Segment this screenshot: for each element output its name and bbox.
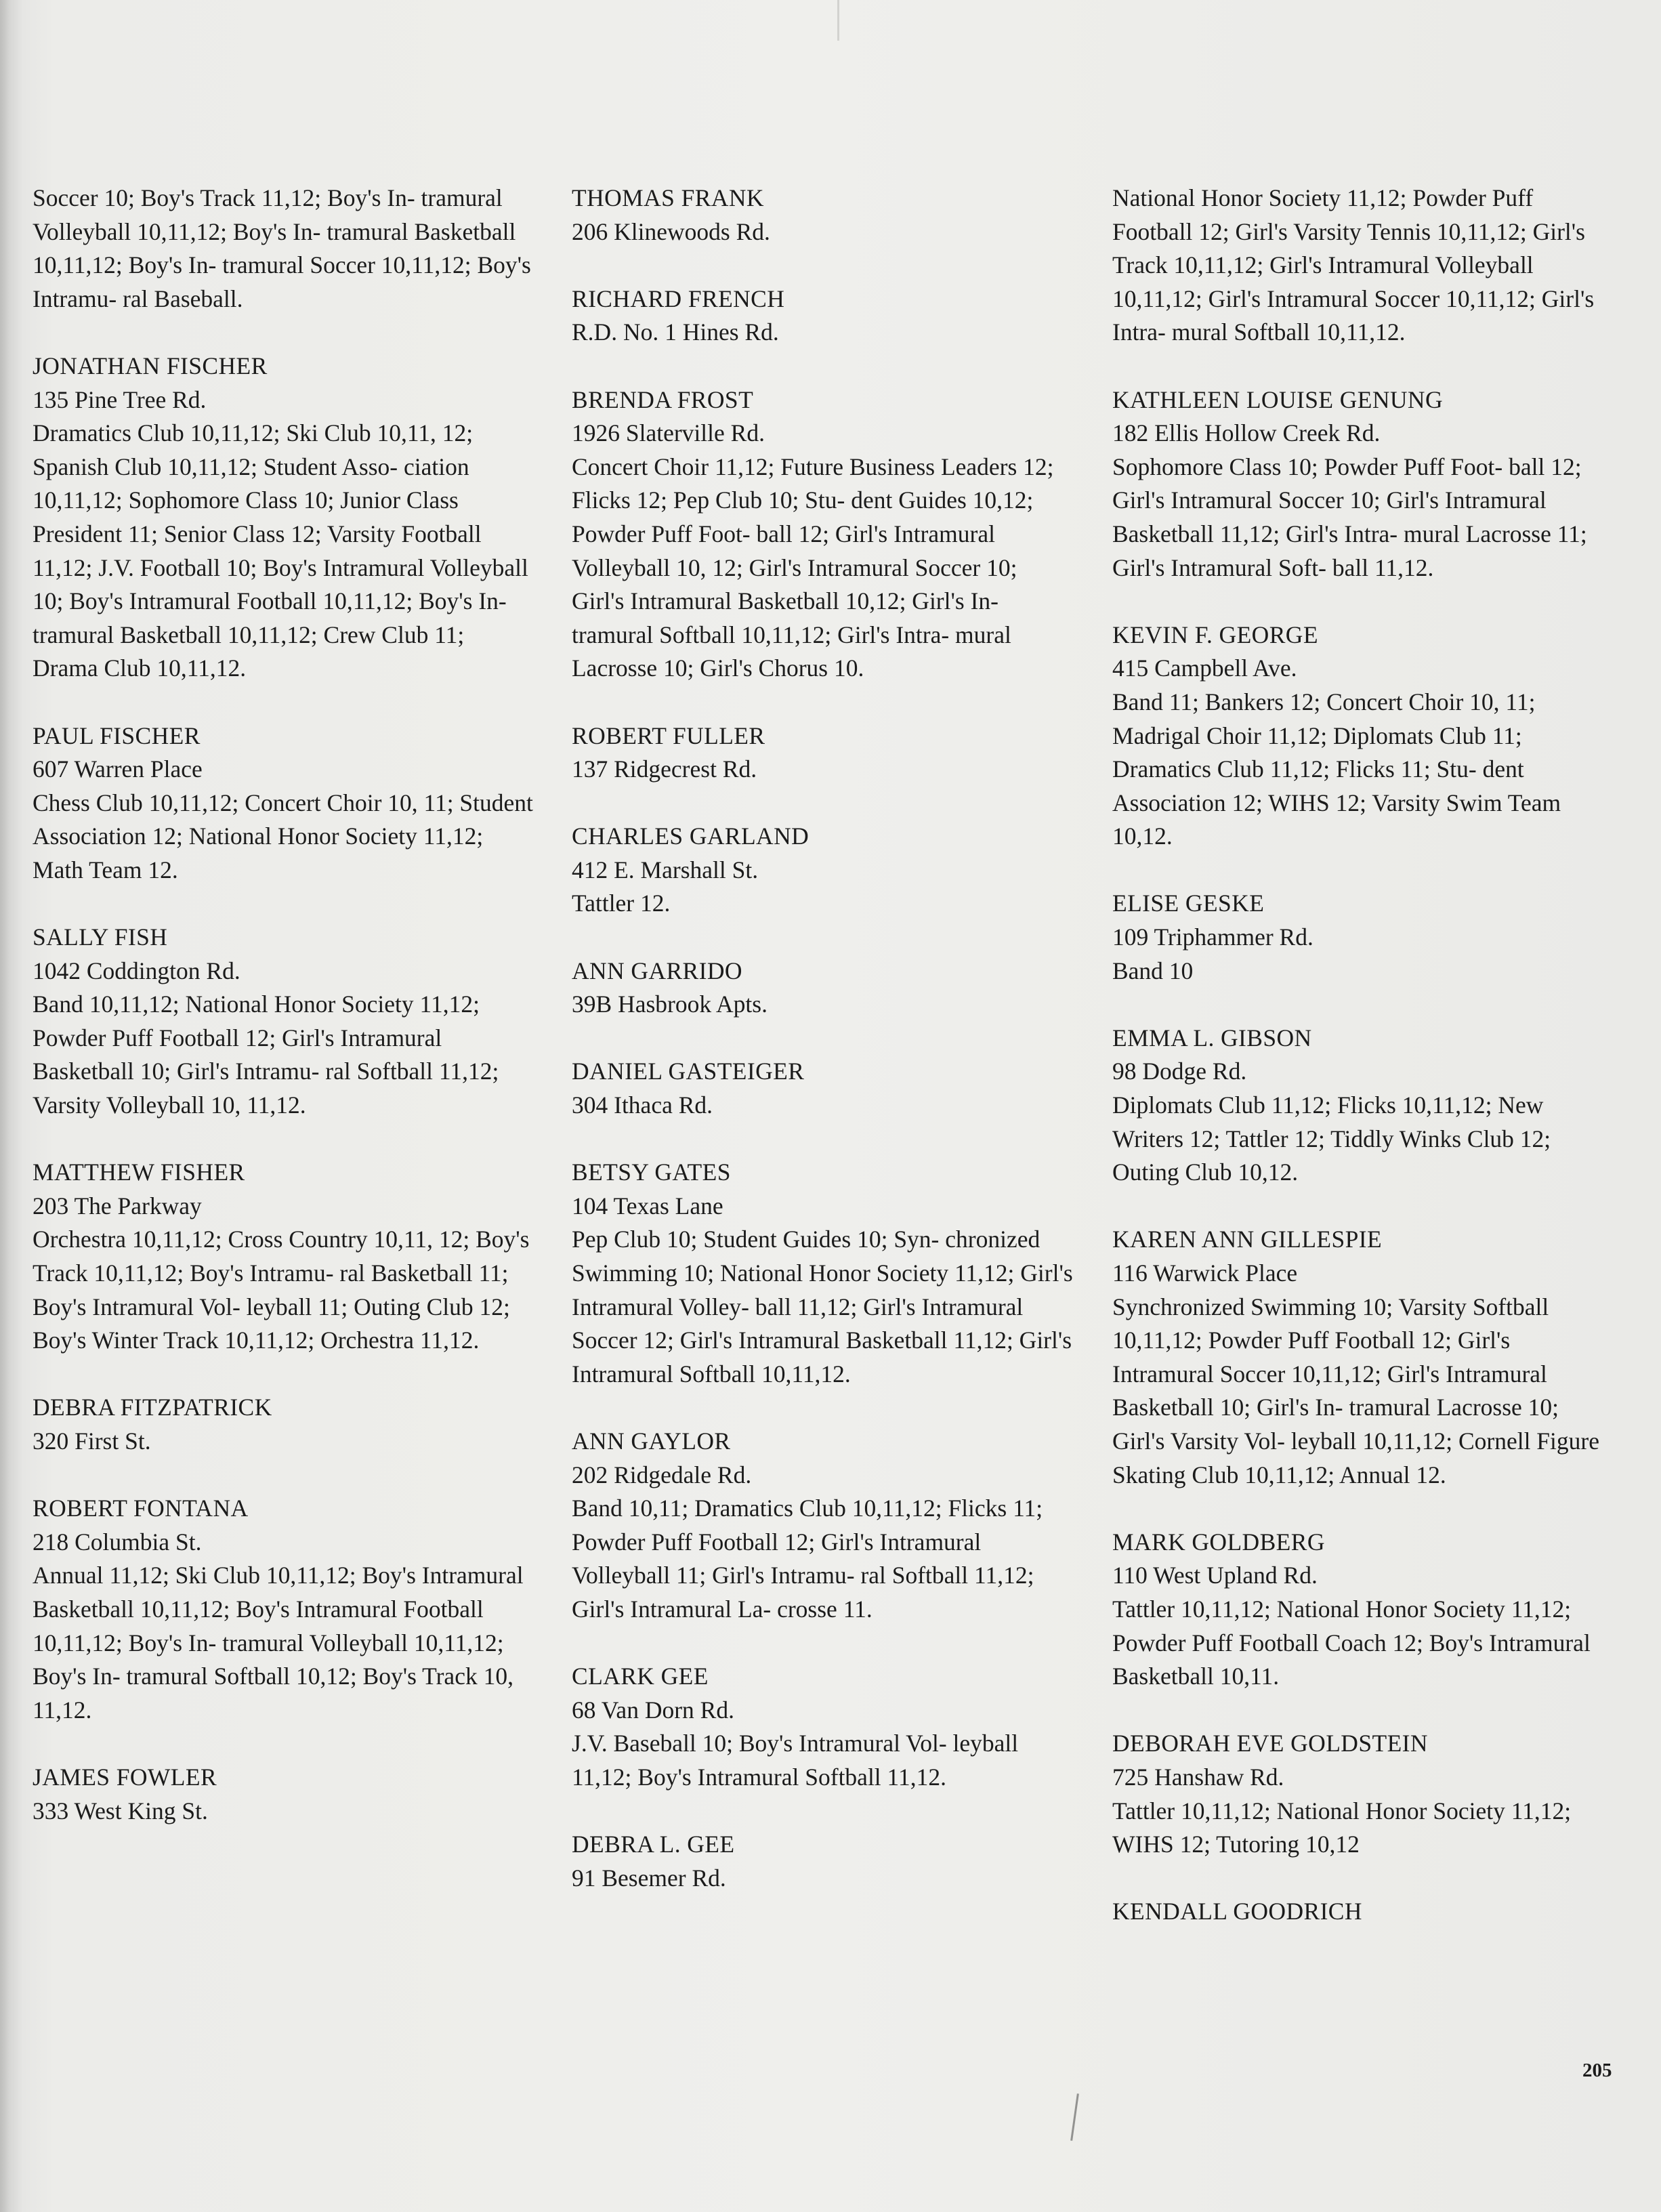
student-entry xyxy=(572,1156,1073,1391)
student-address: R.D. No. 1 Hines Rd. xyxy=(572,318,779,346)
student-name: RICHARD FRENCH xyxy=(572,285,785,312)
student-name: BRENDA FROST xyxy=(572,385,754,413)
student-entry xyxy=(33,350,534,686)
student-address: 203 The Parkway xyxy=(33,1192,202,1219)
student-address: 218 Columbia St. xyxy=(33,1528,202,1556)
student-activities: Tattler 10,11,12; National Honor Society 11,12; Powder Puff Football Coach 12; Boy's Intramural Basketball 10,11. xyxy=(1112,1595,1591,1690)
student-address: 206 Klinewoods Rd. xyxy=(572,217,770,245)
student-activities: Tattler 12. xyxy=(572,890,671,917)
student-name: ANN GARRIDO xyxy=(572,957,742,984)
student-entry xyxy=(572,383,1073,686)
student-name: CHARLES GARLAND xyxy=(572,822,810,850)
student-name: ROBERT FULLER xyxy=(572,722,765,749)
student-entry xyxy=(1112,887,1614,988)
student-address: 1926 Slaterville Rd. xyxy=(572,419,765,447)
student-name: BETSY GATES xyxy=(572,1159,731,1186)
page-number: 205 xyxy=(1582,2060,1612,2081)
student-address: 304 Ithaca Rd. xyxy=(572,1091,713,1119)
student-entry xyxy=(1112,1223,1614,1492)
student-entry xyxy=(572,1828,1073,1895)
student-activities: Band 10,11,12; National Honor Society 11,12; Powder Puff Football 12; Girl's Intramural Basketball 10; Girl's Intramu- ral Softball 11,12; Varsity Volleyball 10, 11,12. xyxy=(33,990,499,1119)
student-address: 412 E. Marshall St. xyxy=(572,856,759,883)
student-name: DEBORAH EVE GOLDSTEIN xyxy=(1112,1730,1428,1757)
student-entry xyxy=(572,1425,1073,1627)
student-name: KEVIN F. GEORGE xyxy=(1112,621,1318,648)
student-entry xyxy=(572,182,1073,249)
student-address: 116 Warwick Place xyxy=(1112,1259,1298,1287)
student-activities: Soccer 10; Boy's Track 11,12; Boy's In- tramural Volleyball 10,11,12; Boy's In- tramural Basketball 10,11,12; Boy's In- tramural Soccer 10,11,12; Boy's Intramu- ral Baseball. xyxy=(33,184,531,312)
student-name: KENDALL GOODRICH xyxy=(1112,1898,1362,1925)
student-entry xyxy=(33,1492,534,1727)
student-address: 109 Triphammer Rd. xyxy=(1112,923,1313,951)
student-name: CLARK GEE xyxy=(572,1663,709,1690)
student-address: 320 First St. xyxy=(33,1427,151,1455)
student-name: DEBRA L. GEE xyxy=(572,1831,735,1858)
student-address: 202 Ridgedale Rd. xyxy=(572,1461,752,1488)
student-activities: Tattler 10,11,12; National Honor Society 11,12; WIHS 12; Tutoring 10,12 xyxy=(1112,1797,1572,1858)
student-entry xyxy=(33,1156,534,1358)
student-activities: Band 10 xyxy=(1112,957,1194,984)
student-entry xyxy=(1112,1526,1614,1694)
student-entry xyxy=(572,719,1073,787)
student-entry xyxy=(572,1660,1073,1794)
student-activities: Annual 11,12; Ski Club 10,11,12; Boy's Intramural Basketball 10,11,12; Boy's Intramural Football 10,11,12; Boy's In- tramural Volleyball 10,11,12; Boy's In- tramural Softball 10,12; Boy's Track 10, 11,12. xyxy=(33,1562,524,1724)
student-activities: Diplomats Club 11,12; Flicks 10,11,12; New Writers 12; Tattler 12; Tiddly Winks Club 12; Outing Club 10,12. xyxy=(1112,1091,1551,1186)
student-activities: Band 11; Bankers 12; Concert Choir 10, 11; Madrigal Choir 11,12; Diplomats Club 11; Dramatics Club 11,12; Flicks 11; Stu- dent Association 12; WIHS 12; Varsity Swim Team 10,12. xyxy=(1112,688,1561,850)
student-entry xyxy=(33,921,534,1123)
student-entry xyxy=(33,182,534,316)
student-address: 98 Dodge Rd. xyxy=(1112,1058,1247,1085)
student-address: 91 Besemer Rd. xyxy=(572,1864,726,1892)
student-entry xyxy=(1112,383,1614,585)
student-name: KAREN ANN GILLESPIE xyxy=(1112,1226,1383,1253)
directory-column-2 xyxy=(572,182,1073,1929)
student-entry xyxy=(572,955,1073,1022)
student-entry xyxy=(1112,1895,1614,1929)
directory-column-1 xyxy=(33,182,534,1862)
student-address: 68 Van Dorn Rd. xyxy=(572,1696,734,1724)
student-name: PAUL FISCHER xyxy=(33,722,201,749)
student-name: KATHLEEN LOUISE GENUNG xyxy=(1112,385,1443,413)
student-name: EMMA L. GIBSON xyxy=(1112,1024,1312,1051)
student-entry xyxy=(33,1761,534,1828)
student-name: ROBERT FONTANA xyxy=(33,1495,249,1522)
student-name: DEBRA FITZPATRICK xyxy=(33,1394,272,1421)
student-entry xyxy=(1112,1022,1614,1190)
student-address: 182 Ellis Hollow Creek Rd. xyxy=(1112,419,1381,447)
student-name: MARK GOLDBERG xyxy=(1112,1528,1325,1556)
student-address: 607 Warren Place xyxy=(33,755,203,783)
student-address: 135 Pine Tree Rd. xyxy=(33,385,207,413)
student-address: 415 Campbell Ave. xyxy=(1112,654,1297,682)
student-address: 1042 Coddington Rd. xyxy=(33,957,240,984)
student-activities: Synchronized Swimming 10; Varsity Softball 10,11,12; Powder Puff Football 12; Girl's Intramural Soccer 10,11,12; Girl's Intramural Basketball 10; Girl's In- tramural Lacrosse 10; Girl's Varsity Vol- leyball 10,11,12; Cornell Figure Skating Club 10,11,12; Annual 12. xyxy=(1112,1293,1599,1488)
student-name: DANIEL GASTEIGER xyxy=(572,1058,805,1085)
student-address: 39B Hasbrook Apts. xyxy=(572,990,768,1018)
student-activities: Orchestra 10,11,12; Cross Country 10,11, 12; Boy's Track 10,11,12; Boy's Intramu- ral Basketball 11; Boy's Intramural Vol- leyball 11; Outing Club 12; Boy's Winter Track 10,11,12; Orchestra 11,12. xyxy=(33,1226,530,1354)
student-activities: National Honor Society 11,12; Powder Puff Football 12; Girl's Varsity Tennis 10,11,12; Girl's Track 10,11,12; Girl's Intramural Volleyball 10,11,12; Girl's Intramural Soccer 10,11,12; Girl's Intra- mural Softball 10,11,12. xyxy=(1112,184,1595,346)
student-address: 110 West Upland Rd. xyxy=(1112,1562,1318,1589)
student-name: JONATHAN FISCHER xyxy=(33,352,268,379)
student-activities: Concert Choir 11,12; Future Business Leaders 12; Flicks 12; Pep Club 10; Stu- dent Guides 10,12; Powder Puff Foot- ball 12; Girl's Intramural Volleyball 10, 12; Girl's Intramural Soccer 10; Girl's Intramural Basketball 10,12; Girl's In- tramural Softball 10,11,12; Girl's Intra- mural Lacrosse 10; Girl's Chorus 10. xyxy=(572,453,1054,682)
student-entry xyxy=(33,1391,534,1458)
student-address: 137 Ridgecrest Rd. xyxy=(572,755,757,783)
student-entry xyxy=(1112,619,1614,854)
student-activities: Chess Club 10,11,12; Concert Choir 10, 11; Student Association 12; National Honor Society 11,12; Math Team 12. xyxy=(33,789,533,883)
student-entry xyxy=(33,719,534,888)
student-entry xyxy=(572,820,1073,921)
student-entry xyxy=(1112,182,1614,350)
student-address: 333 West King St. xyxy=(33,1797,208,1824)
student-name: ELISE GESKE xyxy=(1112,890,1265,917)
student-activities: Pep Club 10; Student Guides 10; Syn- chronized Swimming 10; National Honor Society 11,12; Girl's Intramural Volley- ball 11,12; Girl's Intramural Soccer 12; Girl's Intramural Basketball 11,12; Girl's Intramural Softball 10,11,12. xyxy=(572,1226,1073,1387)
student-name: JAMES FOWLER xyxy=(33,1763,217,1791)
student-activities: Sophomore Class 10; Powder Puff Foot- ball 12; Girl's Intramural Soccer 10; Girl's Intramural Basketball 11,12; Girl's Intra- mural Lacrosse 11; Girl's Intramural Soft- ball 11,12. xyxy=(1112,453,1587,581)
student-entry xyxy=(1112,1727,1614,1861)
student-name: THOMAS FRANK xyxy=(572,184,764,211)
directory-column-3 xyxy=(1112,182,1614,1962)
student-entry xyxy=(572,283,1073,350)
scan-mark xyxy=(1070,2093,1079,2141)
student-address: 725 Hanshaw Rd. xyxy=(1112,1763,1284,1791)
student-activities: Dramatics Club 10,11,12; Ski Club 10,11, 12; Spanish Club 10,11,12; Student Asso- ciation 10,11,12; Sophomore Class 10; Junior Class President 11; Senior Class 12; Varsity Football 11,12; J.V. Football 10; Boy's Intramural Volleyball 10; Boy's Intramural Football 10,11,12; Boy's In- tramural Basketball 10,11,12; Crew Club 11; Drama Club 10,11,12. xyxy=(33,419,528,682)
student-name: MATTHEW FISHER xyxy=(33,1159,245,1186)
scan-mark xyxy=(837,0,839,41)
student-name: ANN GAYLOR xyxy=(572,1427,731,1455)
student-name: SALLY FISH xyxy=(33,923,168,951)
student-activities: Band 10,11; Dramatics Club 10,11,12; Flicks 11; Powder Puff Football 12; Girl's Intramural Volleyball 11; Girl's Intramu- ral Softball 11,12; Girl's Intramural La- crosse 11. xyxy=(572,1495,1043,1623)
student-entry xyxy=(572,1055,1073,1122)
student-address: 104 Texas Lane xyxy=(572,1192,723,1219)
student-activities: J.V. Baseball 10; Boy's Intramural Vol- leyball 11,12; Boy's Intramural Softball 11,12. xyxy=(572,1730,1019,1791)
